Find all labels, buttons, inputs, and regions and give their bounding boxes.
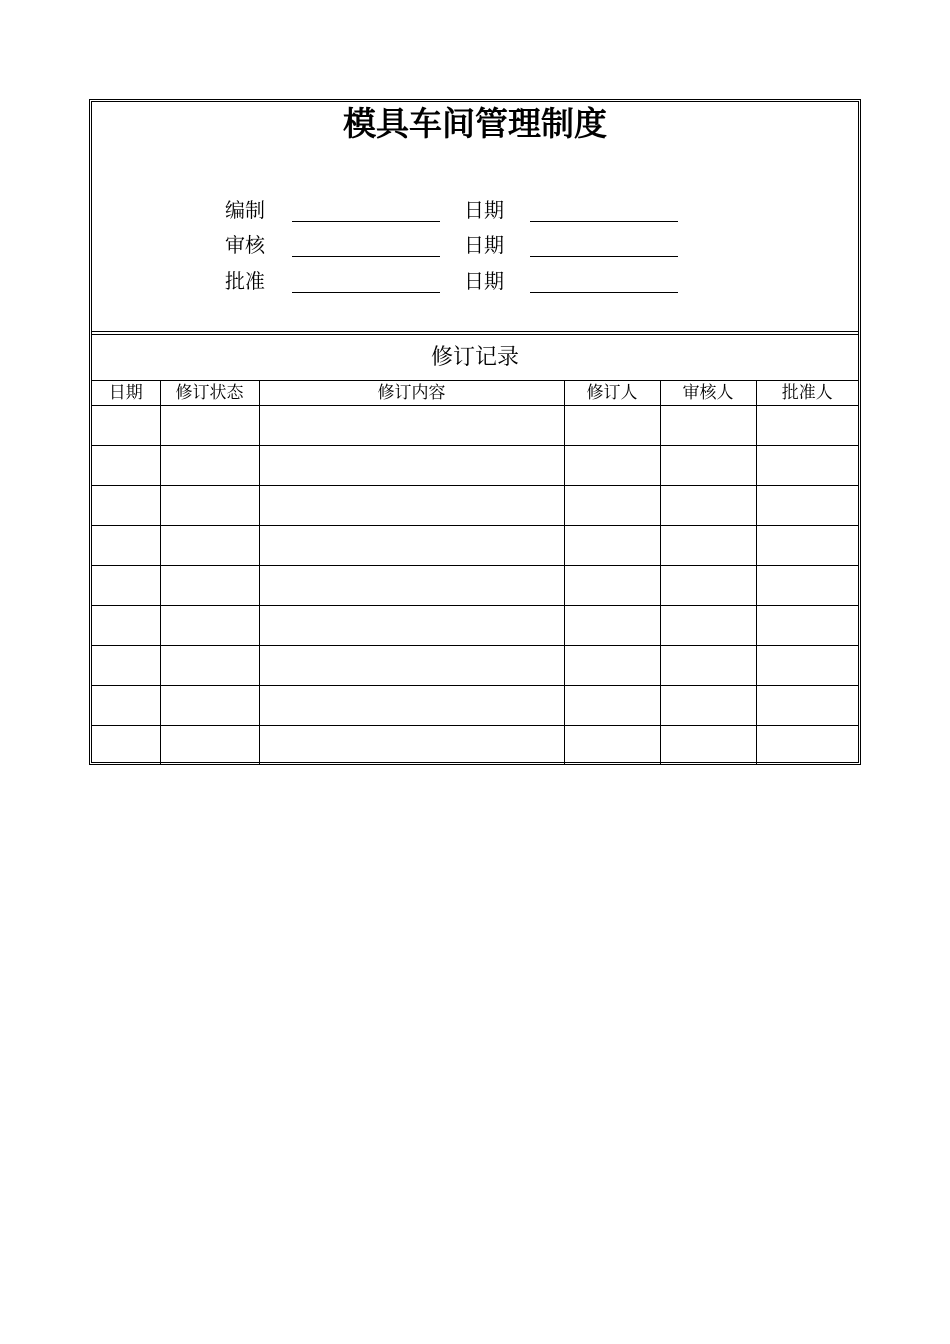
table-row [92, 646, 858, 686]
table-cell [756, 726, 858, 766]
table-row [92, 486, 858, 526]
signoff-row-prepared [92, 197, 858, 227]
table-cell [756, 686, 858, 726]
table-cell [92, 566, 160, 606]
column-header-revision-status: 修订状态 [160, 381, 259, 406]
signoff-date-label: 日期 [464, 269, 504, 293]
signoff-name-line [292, 292, 440, 293]
table-row [92, 526, 858, 566]
table-cell [756, 566, 858, 606]
table-cell [660, 526, 756, 566]
table-cell [564, 526, 660, 566]
column-header-date: 日期 [92, 381, 160, 406]
signoff-row-reviewed [92, 232, 858, 262]
table-cell [756, 486, 858, 526]
table-cell [259, 566, 564, 606]
document-frame [89, 99, 861, 765]
table-cell [92, 406, 160, 446]
table-row [92, 686, 858, 726]
table-cell [259, 446, 564, 486]
table-cell [756, 406, 858, 446]
signoff-date-line [530, 292, 678, 293]
table-cell [756, 446, 858, 486]
signoff-date-label: 日期 [464, 198, 504, 222]
signoff-date-line [530, 256, 678, 257]
table-cell [259, 606, 564, 646]
signoff-role-label: 编制 [225, 198, 265, 222]
table-cell [259, 726, 564, 766]
table-cell [160, 406, 259, 446]
table-cell [756, 606, 858, 646]
table-cell [160, 446, 259, 486]
table-cell [756, 646, 858, 686]
table-header-row [92, 381, 858, 406]
table-cell [259, 486, 564, 526]
table-row [92, 406, 858, 446]
table-cell [160, 686, 259, 726]
table-row [92, 566, 858, 606]
column-header-reviser: 修订人 [564, 381, 660, 406]
table-cell [564, 566, 660, 606]
signoff-date-line [530, 221, 678, 222]
table-cell [564, 486, 660, 526]
table-row [92, 726, 858, 766]
table-cell [160, 526, 259, 566]
table-cell [259, 526, 564, 566]
column-header-revision-content: 修订内容 [259, 381, 564, 406]
table-cell [564, 686, 660, 726]
table-cell [160, 486, 259, 526]
table-cell [564, 406, 660, 446]
table-cell [564, 606, 660, 646]
revision-record-table [92, 380, 858, 765]
table-cell [756, 526, 858, 566]
table-cell [160, 606, 259, 646]
table-cell [92, 446, 160, 486]
table-cell [564, 646, 660, 686]
table-cell [92, 486, 160, 526]
section-divider [92, 331, 858, 335]
table-row [92, 606, 858, 646]
table-cell [92, 526, 160, 566]
table-cell [160, 566, 259, 606]
table-cell [92, 606, 160, 646]
table-cell [259, 686, 564, 726]
column-header-approver: 批准人 [756, 381, 858, 406]
revision-record-heading: 修订记录 [430, 345, 519, 370]
table-cell [92, 726, 160, 766]
table-cell [660, 606, 756, 646]
signoff-role-label: 审核 [225, 233, 265, 257]
table-cell [660, 566, 756, 606]
table-cell [160, 726, 259, 766]
signoff-name-line [292, 221, 440, 222]
table-cell [660, 446, 756, 486]
table-cell [564, 446, 660, 486]
signoff-date-label: 日期 [464, 233, 504, 257]
document-title: 模具车间管理制度 [343, 104, 607, 143]
table-cell [259, 646, 564, 686]
table-cell [660, 486, 756, 526]
column-header-reviewer: 审核人 [660, 381, 756, 406]
table-cell [160, 646, 259, 686]
table-cell [564, 726, 660, 766]
table-cell [92, 686, 160, 726]
table-cell [92, 646, 160, 686]
table-cell [660, 726, 756, 766]
table-cell [259, 406, 564, 446]
table-cell [660, 646, 756, 686]
table-cell [660, 406, 756, 446]
signoff-role-label: 批准 [225, 269, 265, 293]
table-cell [660, 686, 756, 726]
table-row [92, 446, 858, 486]
signoff-row-approved [92, 268, 858, 298]
signoff-name-line [292, 256, 440, 257]
